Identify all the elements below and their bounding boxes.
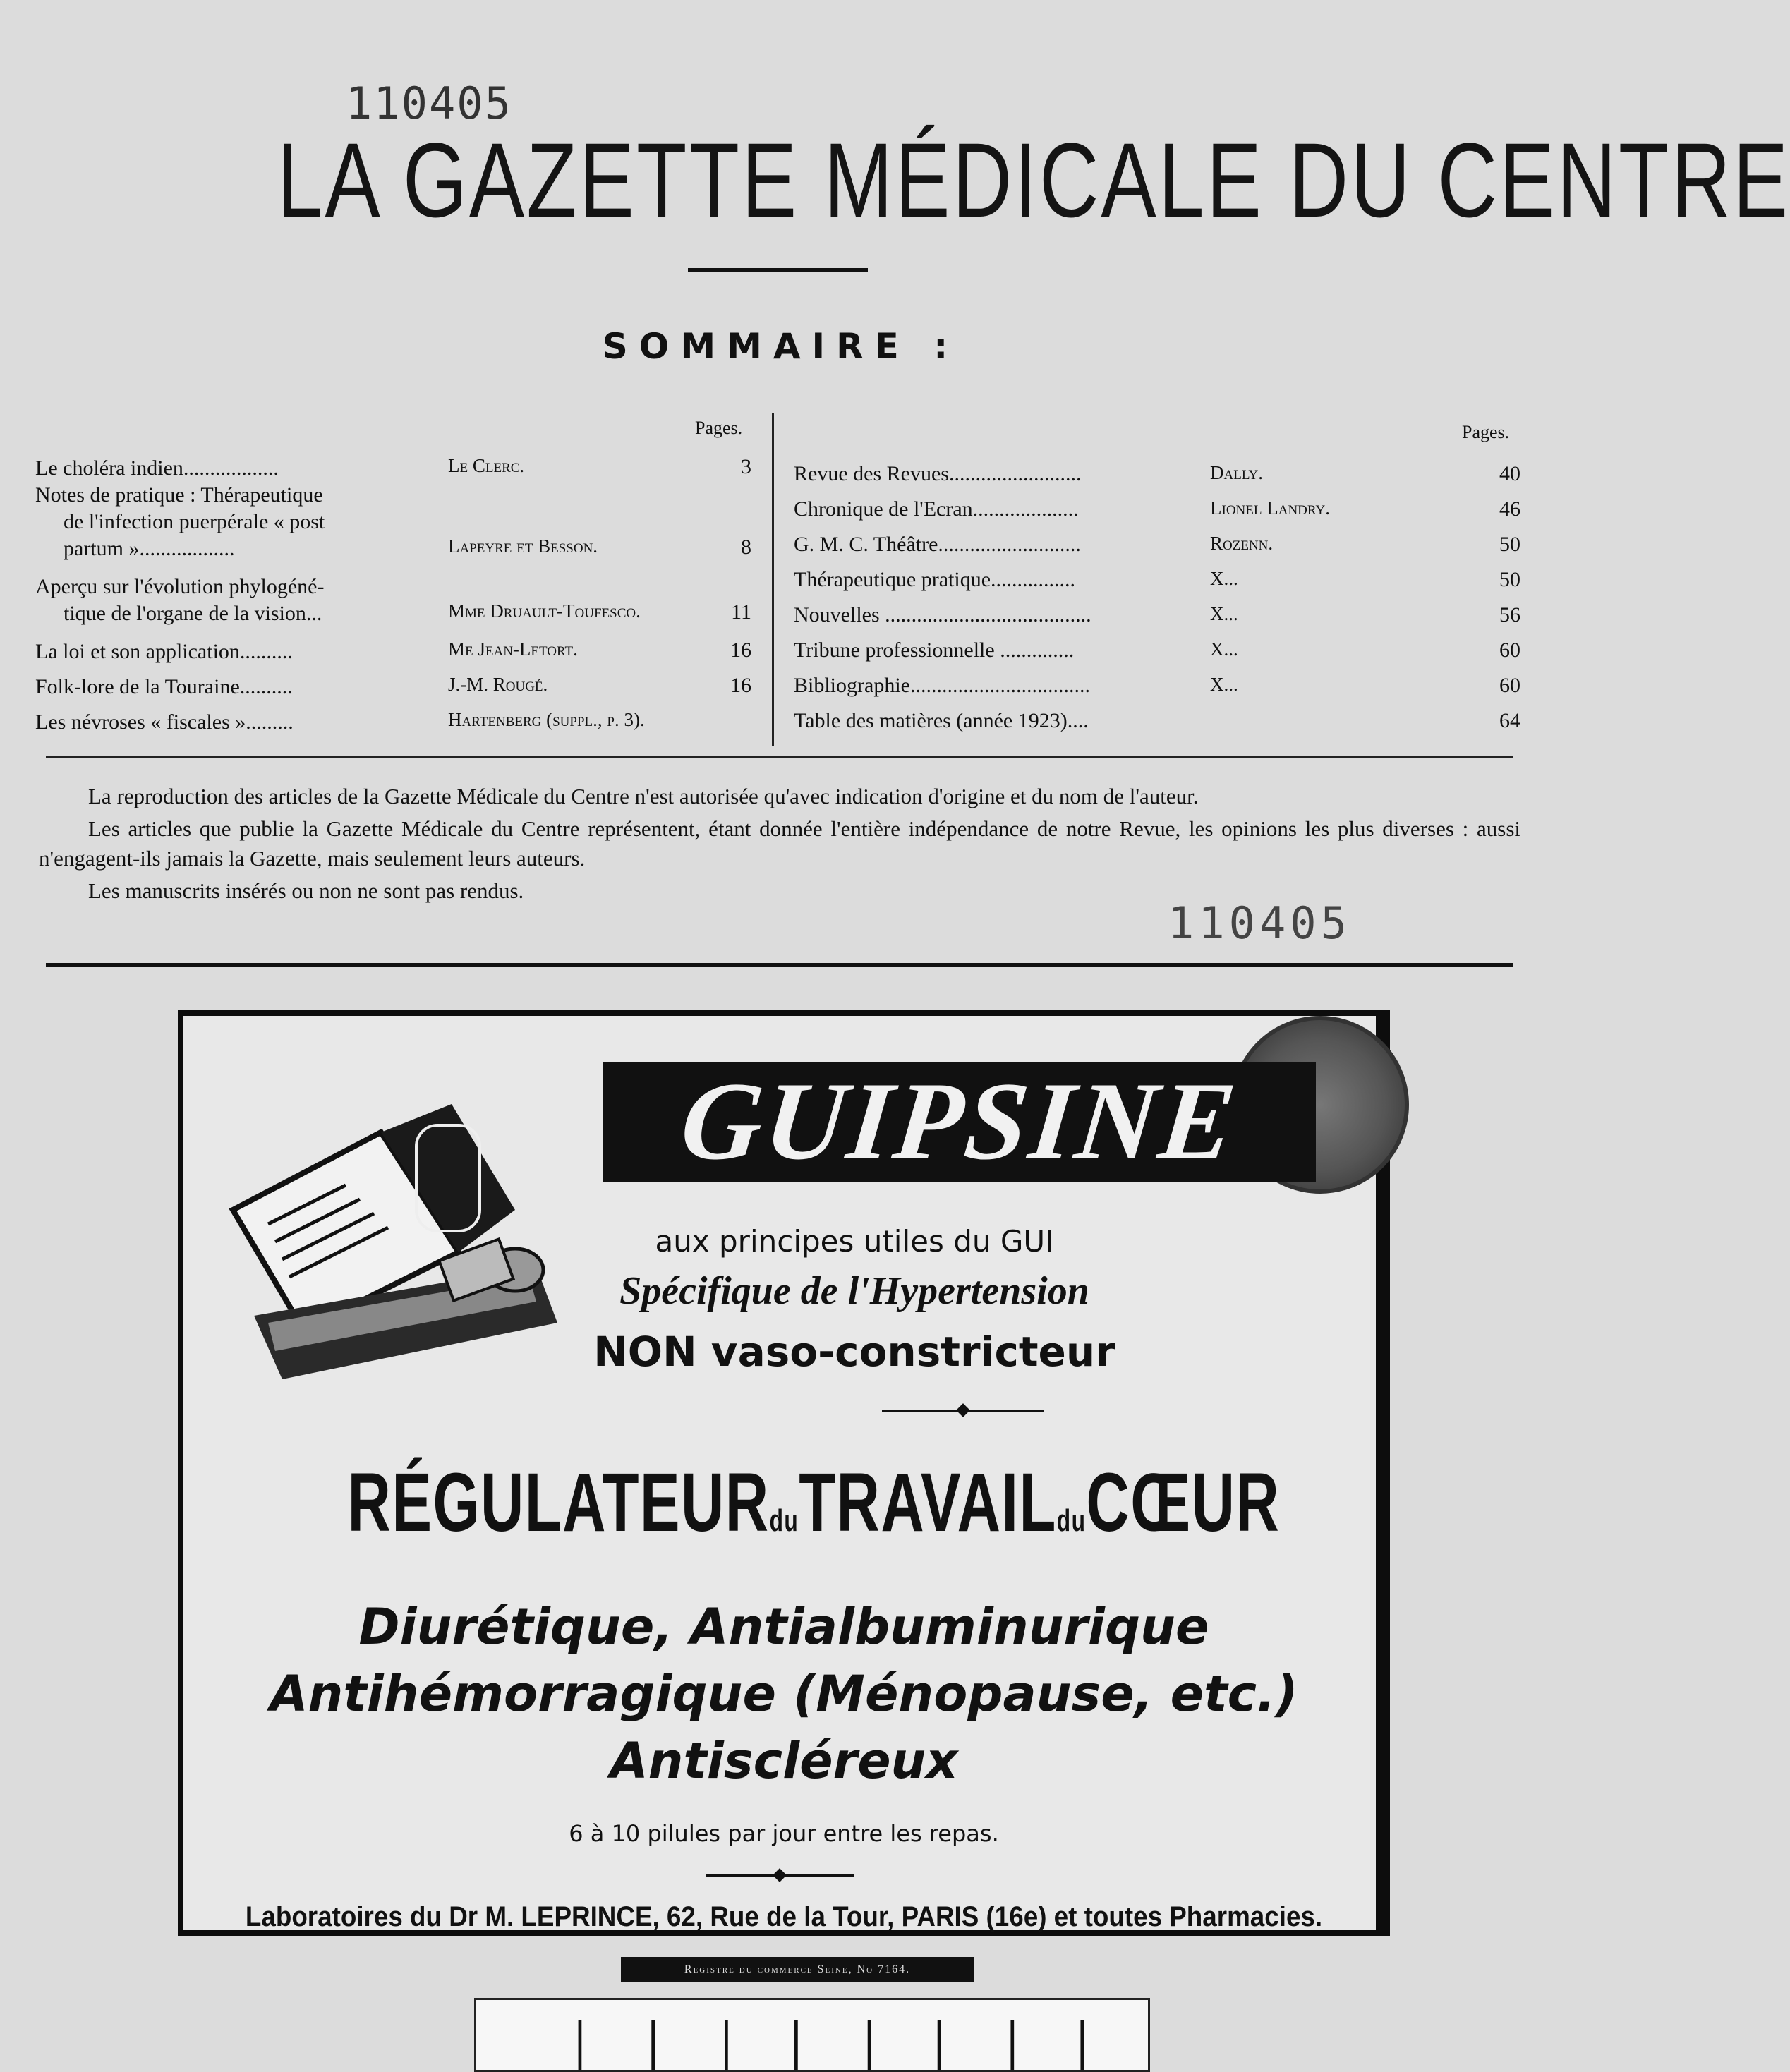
toc-entry-author: X... <box>1210 638 1238 660</box>
toc-entry-page: 16 <box>730 638 751 662</box>
toc-entry-page: 60 <box>1499 674 1520 697</box>
ad-du-2: du <box>1056 1503 1087 1538</box>
ad-regulator-word: RÉGULATEUR <box>347 1456 770 1549</box>
toc-entry-page: 8 <box>741 535 751 559</box>
toc-entry-title: Chronique de l'Ecran.................... <box>794 497 1079 521</box>
note-reproduction: La reproduction des articles de la Gazette Médicale du Centre n'est autorisée qu'avec indication d'origine et du nom de l'auteur. <box>88 784 1199 808</box>
toc-entry-author: Mme Druault-Toufesco. <box>448 600 641 622</box>
toc-entry-page: 50 <box>1499 533 1520 556</box>
pages-header-left: Pages. <box>695 418 743 438</box>
brand-name: GUIPSINE <box>675 1060 1244 1183</box>
note-opinions: Les articles que publie la Gazette Médicale du Centre représentent, étant donnée l'entière indépendance de notre Revue, les opinions les plus diverses : aussi n'engagent-ils jamais la Gazette, mais seulement leurs auteurs. <box>39 816 1520 871</box>
toc-entry-page: 11 <box>731 600 751 624</box>
toc-title-line: de l'infection puerpérale « post <box>64 510 325 533</box>
ad-indications-3: Antiscléreux <box>610 1732 958 1790</box>
note-manuscripts: Les manuscrits insérés ou non ne sont pas rendus. <box>88 878 524 903</box>
ad-travail-word: TRAVAIL <box>799 1456 1057 1549</box>
ad-du-1: du <box>769 1503 799 1538</box>
toc-entry-page: 3 <box>741 455 751 478</box>
ad-laboratory-address: Laboratoires du Dr M. LEPRINCE, 62, Rue de la Tour, PARIS (16e) et toutes Pharmacies. <box>245 1901 1323 1932</box>
toc-entry-author: Dally. <box>1210 462 1264 483</box>
ad-register-number: Registre du commerce Seine, No 7164. <box>621 1957 974 1982</box>
ad-indications-2: Antihémorragique (Ménopause, etc.) <box>270 1665 1298 1723</box>
toc-entry-title <box>35 674 293 701</box>
toc-title-line: Aperçu sur l'évolution phylogéné- <box>35 575 325 598</box>
toc-title-line: partum ».................. <box>64 537 235 560</box>
ad-non-vasoconstrictor: NON vaso-constricteur <box>593 1328 1115 1376</box>
toc-entry-author: Me Jean-Letort. <box>448 638 578 660</box>
toc-entry-title <box>35 709 294 736</box>
toc-bottom-rule <box>46 756 1513 758</box>
toc-entry-title: Nouvelles ....................................... <box>794 603 1091 626</box>
ad-coeur-word: CŒUR <box>1086 1456 1281 1549</box>
toc-entry-page: 40 <box>1499 462 1520 485</box>
ad-indications-1: Diurétique, Antialbuminurique <box>358 1598 1209 1656</box>
toc-entry-page: 16 <box>730 674 751 697</box>
toc-entry-title: Thérapeutique pratique................ <box>794 568 1076 591</box>
toc-entry-title: Tribune professionnelle .............. <box>794 638 1075 662</box>
toc-entry-page: 50 <box>1499 568 1520 591</box>
toc-entry-author: X... <box>1210 568 1238 589</box>
toc-title-line: La loi et son application.......... <box>35 640 293 663</box>
editorial-notes <box>39 782 1520 909</box>
toc-title-line: tique de l'organe de la vision... <box>64 602 322 625</box>
pages-header-right: Pages. <box>1462 422 1510 442</box>
toc-entry-author: Lionel Landry. <box>1210 497 1330 519</box>
toc-entry-author: X... <box>1210 603 1238 624</box>
scan-ruler <box>474 1998 1150 2072</box>
accession-stamp: 110405 <box>346 78 512 129</box>
toc-entry-title <box>35 455 279 482</box>
toc-title-line: Le choléra indien.................. <box>35 456 279 480</box>
toc-entry-author: Lapeyre et Besson. <box>448 535 598 557</box>
toc-title-line: Les névroses « fiscales »......... <box>35 710 294 734</box>
notes-bottom-rule <box>46 963 1513 967</box>
toc-title-line: Folk-lore de la Touraine.......... <box>35 675 293 698</box>
accession-stamp-secondary: 110405 <box>1168 897 1351 949</box>
column-divider <box>772 413 774 746</box>
toc-entry-author: X... <box>1210 674 1238 695</box>
toc-entry-title: Table des matières (année 1923).... <box>794 709 1089 732</box>
title-divider <box>688 268 868 272</box>
toc-entry-title: Revue des Revues......................... <box>794 462 1082 485</box>
toc-title-line: Notes de pratique : Thérapeutique <box>35 483 323 507</box>
toc-entry-title: G. M. C. Théâtre........................... <box>794 533 1081 556</box>
toc-entry-page: 60 <box>1499 638 1520 662</box>
toc-entry-title <box>35 638 293 665</box>
toc-entry-page: 46 <box>1499 497 1520 521</box>
ad-specific-claim: Spécifique de l'Hypertension <box>619 1269 1089 1313</box>
sommaire-heading: SOMMAIRE : <box>602 326 960 367</box>
ad-tagline: aux principes utiles du GUI <box>655 1224 1054 1259</box>
ad-dosage: 6 à 10 pilules par jour entre les repas. <box>569 1820 999 1847</box>
toc-entry-page: 64 <box>1499 709 1520 732</box>
toc-entry-title <box>35 482 325 562</box>
masthead-title: LA GAZETTE MÉDICALE DU CENTRE <box>277 121 1790 239</box>
toc-entry-author: Rozenn. <box>1210 533 1274 554</box>
toc-entry-title <box>35 574 324 627</box>
toc-entry-author: Le Clerc. <box>448 455 525 476</box>
toc-entry-page: 56 <box>1499 603 1520 626</box>
toc-entry-author: Hartenberg (suppl., p. 3). <box>448 709 645 730</box>
toc-entry-author: J.-M. Rougé. <box>448 674 548 695</box>
toc-entry-title: Bibliographie.................................. <box>794 674 1090 697</box>
ad-heart-regulator <box>347 1453 1281 1570</box>
